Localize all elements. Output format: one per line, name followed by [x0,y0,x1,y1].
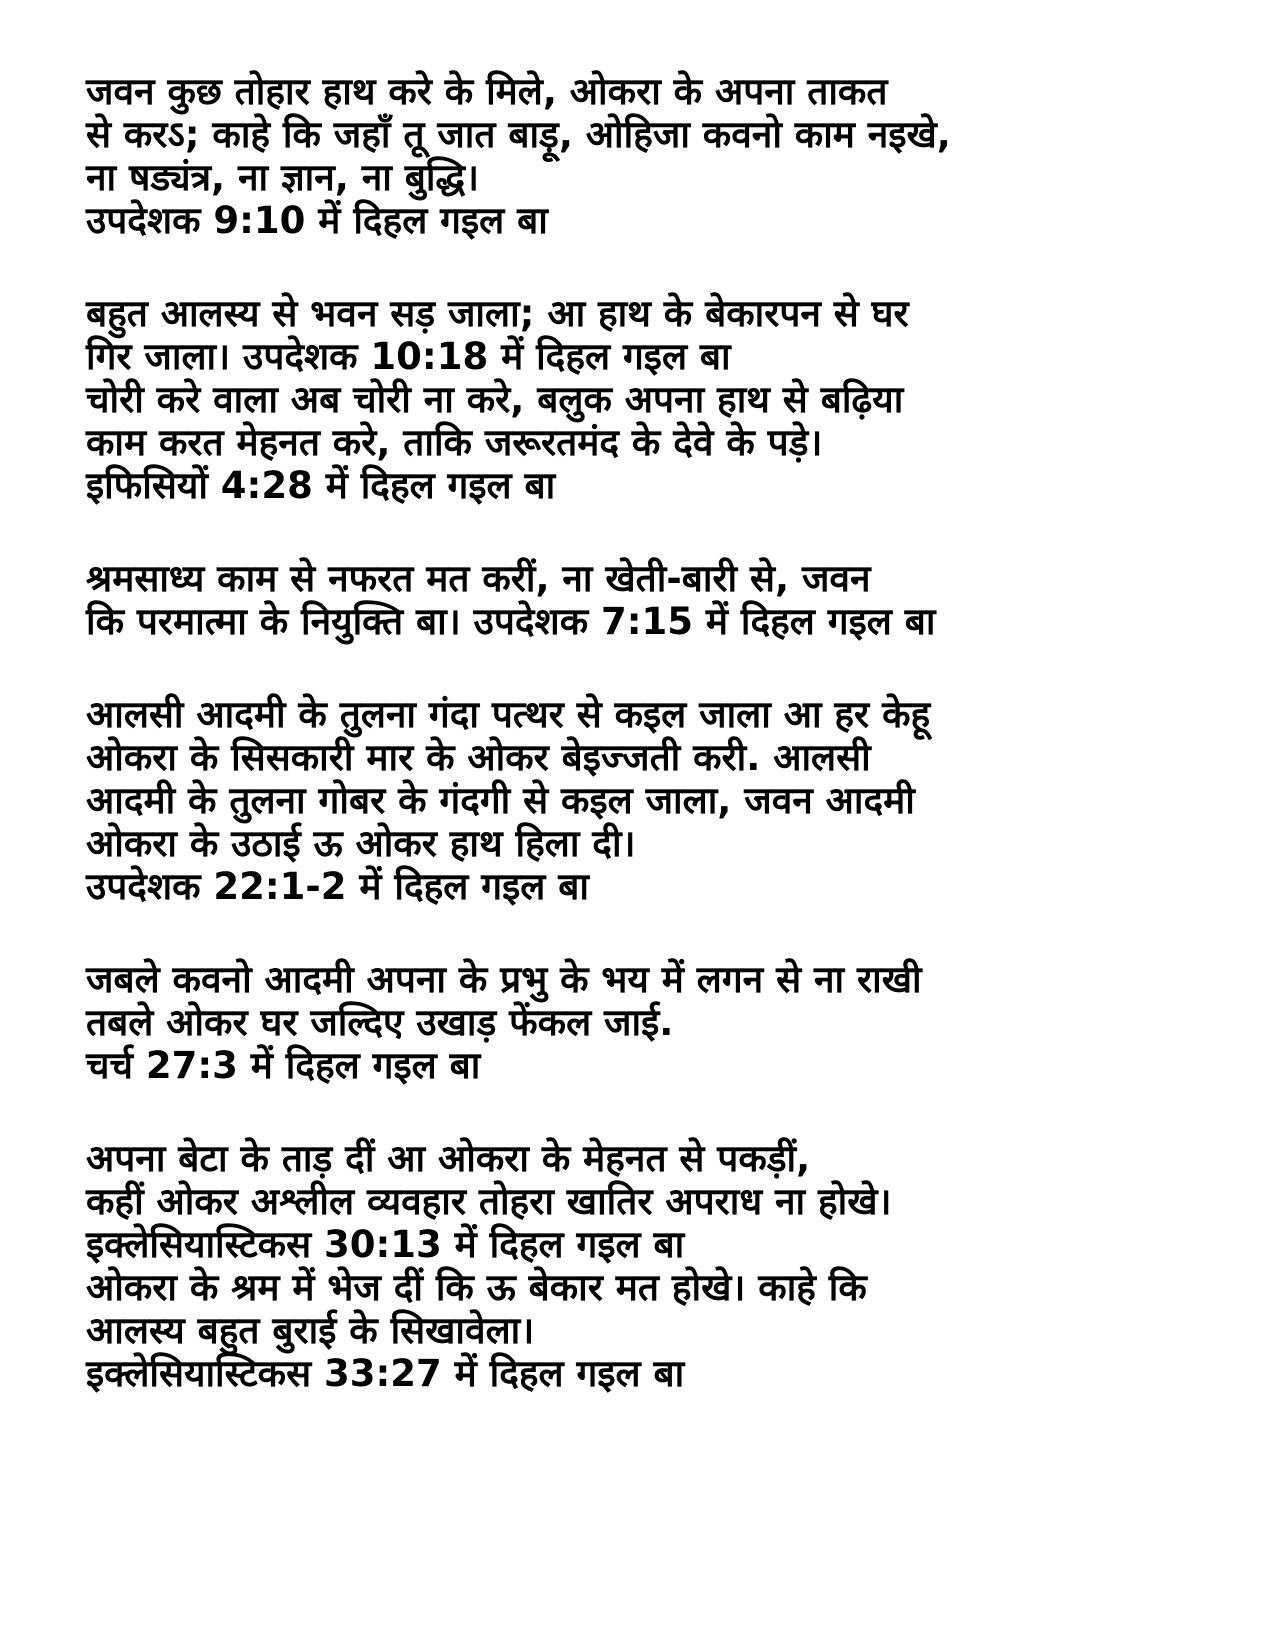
text-line: कि परमात्मा के नियुक्ति बा। उपदेशक 7:15 में दिहल गइल बा [86,600,936,643]
passage-block [86,292,1236,507]
text-line: बहुत आलस्य से भवन सड़ जाला; आ हाथ के बेकारपन से घर [86,292,909,335]
passage-block [86,693,1236,908]
text-line: आलस्य बहुत बुराई के सिखावेला। [86,1309,535,1352]
text-line: चोरी करे वाला अब चोरी ना करे, बलुक अपना हाथ से बढ़िया [86,378,904,421]
text-line: आदमी के तुलना गोबर के गंदगी से कइल जाला, जवन आदमी [86,779,915,822]
text-line: ओकरा के श्रम में भेज दीं कि ऊ बेकार मत होखे। काहे कि [86,1266,867,1309]
text-line: जबले कवनो आदमी अपना के प्रभु के भय में लगन से ना राखी [86,958,922,1001]
text-line: कहीं ओकर अश्लील व्यवहार तोहरा खातिर अपराध ना होखे। [86,1180,892,1223]
passage-block [86,70,1236,242]
citation-line: इफिसियों 4:28 में दिहल गइल बा [86,464,556,507]
text-line: तबले ओकर घर जल्दिए उखाड़ फेंकल जाई. [86,1001,674,1044]
text-line: से करऽ; काहे कि जहाँ तू जात बाड़ू, ओहिजा कवनो काम नइखे, [86,113,951,156]
citation-line: इक्लेसियास्टिकस 33:27 में दिहल गइल बा [86,1352,685,1395]
passage-block [86,958,1236,1087]
citation-line: इक्लेसियास्टिकस 30:13 में दिहल गइल बा [86,1223,685,1266]
document-page [86,70,1236,1445]
text-line: गिर जाला। उपदेशक 10:18 में दिहल गइल बा [86,335,731,378]
citation-line: उपदेशक 22:1-2 में दिहल गइल बा [86,865,589,908]
citation-line: उपदेशक 9:10 में दिहल गइल बा [86,199,548,242]
text-line: अपना बेटा के ताड़ दीं आ ओकरा के मेहनत से पकड़ीं, [86,1137,811,1180]
text-line: काम करत मेहनत करे, ताकि जरूरतमंद के देवे के पड़े। [86,421,823,464]
text-line: आलसी आदमी के तुलना गंदा पत्थर से कइल जाला आ हर केहू [86,693,931,736]
passage-block [86,1137,1236,1395]
citation-line: चर्च 27:3 में दिहल गइल बा [86,1044,481,1087]
text-line: श्रमसाध्य काम से नफरत मत करीं, ना खेती-बारी से, जवन [86,557,871,600]
text-line: ना षड्यंत्र, ना ज्ञान, ना बुद्धि। [86,156,480,199]
passage-block [86,557,1236,643]
text-line: जवन कुछ तोहार हाथ करे के मिले, ओकरा के अपना ताकत [86,70,888,113]
text-line: ओकरा के सिसकारी मार के ओकर बेइज्जती करी. आलसी [86,736,871,779]
text-line: ओकरा के उठाई ऊ ओकर हाथ हिला दी। [86,822,636,865]
